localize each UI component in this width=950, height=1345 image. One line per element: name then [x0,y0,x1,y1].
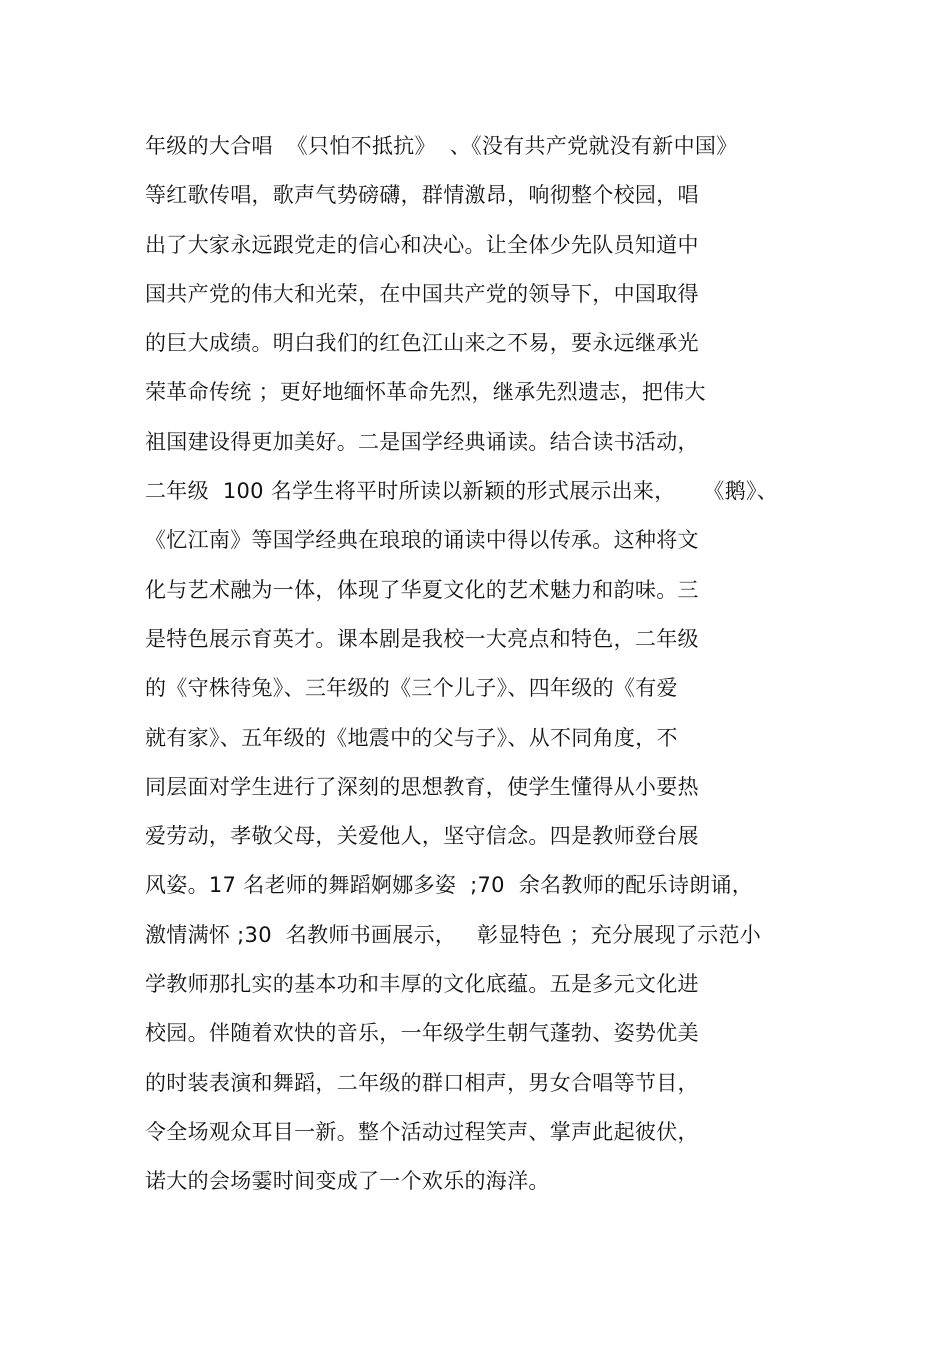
text-line: 国共产党的伟大和光荣，在中国共产党的领导下，中国取得 [145,281,699,306]
text-line: 诺大的会场霎时间变成了一个欢乐的海洋。 [145,1169,550,1194]
text-line: 荣革命传统 ；更好地缅怀革命先烈，继承先烈遗志，把伟大 [145,380,706,405]
text-line: 二年级 100 名学生将平时所读以新颖的形式展示出来， 《鹅》、 [145,479,779,504]
text-line: 是特色展示育英才。课本剧是我校一大亮点和特色，二年级 [145,626,699,651]
text-line: 的《守株待兔》、三年级的《三个儿子》、四年级的《有爱 [145,676,678,701]
text-line: 等红歌传唱，歌声气势磅礴，群情激昂，响彻整个校园，唱 [145,183,699,208]
text-line: 的巨大成绩。明白我们的红色江山来之不易，要永远继承光 [145,331,699,356]
text-line: 出了大家永远跟党走的信心和决心。让全体少先队员知道中 [145,232,699,257]
text-line: 年级的大合唱 《只怕不抵抗》 、《没有共产党就没有新中国》 [145,134,738,158]
body-text [145,122,825,1207]
text-line: 校园。伴随着欢快的音乐，一年级学生朝气蓬勃、姿势优美 [145,1021,699,1046]
text-line: 爱劳动，孝敬父母，关爱他人，坚守信念。四是教师登台展 [145,824,699,849]
text-line: 化与艺术融为一体，体现了华夏文化的艺术魅力和韵味。三 [145,577,699,602]
text-line: 《忆江南》等国学经典在琅琅的诵读中得以传承。这种将文 [145,528,699,553]
text-line: 同层面对学生进行了深刻的思想教育，使学生懂得从小要热 [145,774,699,799]
text-line: 激情满怀 ;30 名教师书画展示， 彰显特色 ；充分展现了示范小 [145,922,762,947]
text-line: 就有家》、五年级的《地震中的父与子》、从不同角度，不 [145,725,678,750]
text-line: 风姿。17 名老师的舞蹈婀娜多姿 ;70 余名教师的配乐诗朗诵， [145,873,754,898]
text-line: 的时装表演和舞蹈，二年级的群口相声，男女合唱等节目， [145,1070,699,1095]
text-line: 祖国建设得更加美好。二是国学经典诵读。结合读书活动， [145,429,699,454]
text-line: 学教师那扎实的基本功和丰厚的文化底蕴。五是多元文化进 [145,972,699,997]
text-line: 令全场观众耳目一新。整个活动过程笑声、掌声此起彼伏， [145,1119,699,1144]
